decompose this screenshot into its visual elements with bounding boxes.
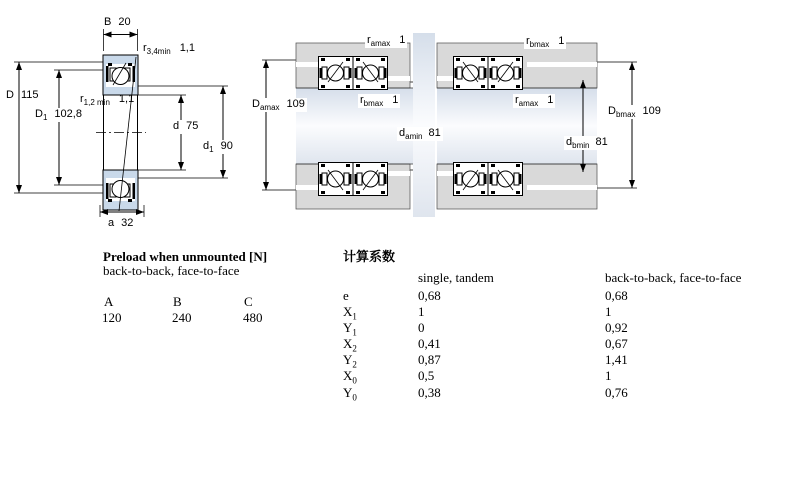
dim-d: d 75 bbox=[171, 120, 200, 134]
factor-label: $Y_0$ bbox=[343, 385, 357, 403]
dim-B: B 20 bbox=[104, 16, 131, 28]
factor-value-paired: 0,92 bbox=[605, 320, 628, 335]
factors-col2-header: back-to-back, face-to-face bbox=[605, 270, 742, 285]
factors-col1-header: single, tandem bbox=[418, 270, 494, 285]
dim-r34: $r_{3,4min}$ 1,1 bbox=[143, 42, 195, 57]
dim-r12: $r_{1,2 min}$ 1,1 bbox=[80, 93, 135, 108]
preload-subtitle: back-to-back, face-to-face bbox=[103, 263, 240, 278]
factor-label: e bbox=[343, 288, 349, 303]
bearing-pair-top bbox=[319, 57, 388, 90]
preload-value-C: 480 bbox=[243, 310, 263, 325]
preload-col-B: B bbox=[173, 294, 182, 309]
factor-value-paired: 1 bbox=[605, 304, 612, 319]
dim-rbmax-b: $r_{bmax}$ 1 bbox=[526, 35, 565, 50]
dim-D: D 115 bbox=[6, 89, 39, 101]
factor-value-paired: 0,68 bbox=[605, 288, 628, 303]
factor-label: $X_2$ bbox=[343, 336, 357, 354]
factor-value-single: 0 bbox=[418, 320, 425, 335]
factor-value-paired: 0,67 bbox=[605, 336, 628, 351]
bearing-pair-bottom bbox=[454, 163, 523, 196]
dim-Damax: $D_{amax}$ 109 bbox=[252, 98, 305, 113]
bottom-ring-section bbox=[103, 170, 138, 210]
dim-ramax-a: $r_{amax}$ 1 bbox=[367, 34, 406, 49]
dim-d1: $d_1$ 90 bbox=[203, 140, 233, 155]
factor-label: $Y_1$ bbox=[343, 320, 357, 338]
preload-value-A: 120 bbox=[102, 310, 122, 325]
dim-dbmin: $d_{bmin}$ 81 bbox=[566, 136, 608, 151]
factor-value-single: 0,68 bbox=[418, 288, 441, 303]
factor-value-paired: 1 bbox=[605, 368, 612, 383]
preload-title: Preload when unmounted [N] bbox=[103, 249, 268, 264]
factor-value-single: 0,5 bbox=[418, 368, 435, 383]
factor-value-single: 0,38 bbox=[418, 385, 441, 400]
factor-value-single: 0,41 bbox=[418, 336, 441, 351]
factor-value-single: 1 bbox=[418, 304, 425, 319]
bearing-pair-bottom bbox=[319, 163, 388, 196]
factor-label: $X_1$ bbox=[343, 304, 357, 322]
factor-value-paired: 1,41 bbox=[605, 352, 628, 367]
shaft-shoulder bbox=[413, 33, 435, 217]
dim-Dbmax: $D_{bmax}$ 109 bbox=[608, 105, 661, 120]
bearing-pair-top bbox=[454, 57, 523, 90]
factor-label: $X_0$ bbox=[343, 368, 357, 386]
preload-col-C: C bbox=[244, 294, 253, 309]
arrangement-b-drawing bbox=[410, 28, 645, 223]
preload-col-A: A bbox=[104, 294, 114, 309]
factor-value-single: 0,87 bbox=[418, 352, 441, 367]
factors-title: 计算系数 bbox=[343, 249, 396, 264]
preload-value-B: 240 bbox=[172, 310, 192, 325]
dim-rbmax-a: $r_{bmax}$ 1 bbox=[360, 94, 399, 109]
dim-damin: $d_{amin}$ 81 bbox=[399, 127, 441, 142]
dim-a: a 32 bbox=[108, 217, 134, 229]
dim-ramax-b: $r_{amax}$ 1 bbox=[515, 94, 554, 109]
dim-D1: $D_1$ 102,8 bbox=[35, 108, 82, 123]
factor-label: $Y_2$ bbox=[343, 352, 357, 370]
factor-value-paired: 0,76 bbox=[605, 385, 628, 400]
